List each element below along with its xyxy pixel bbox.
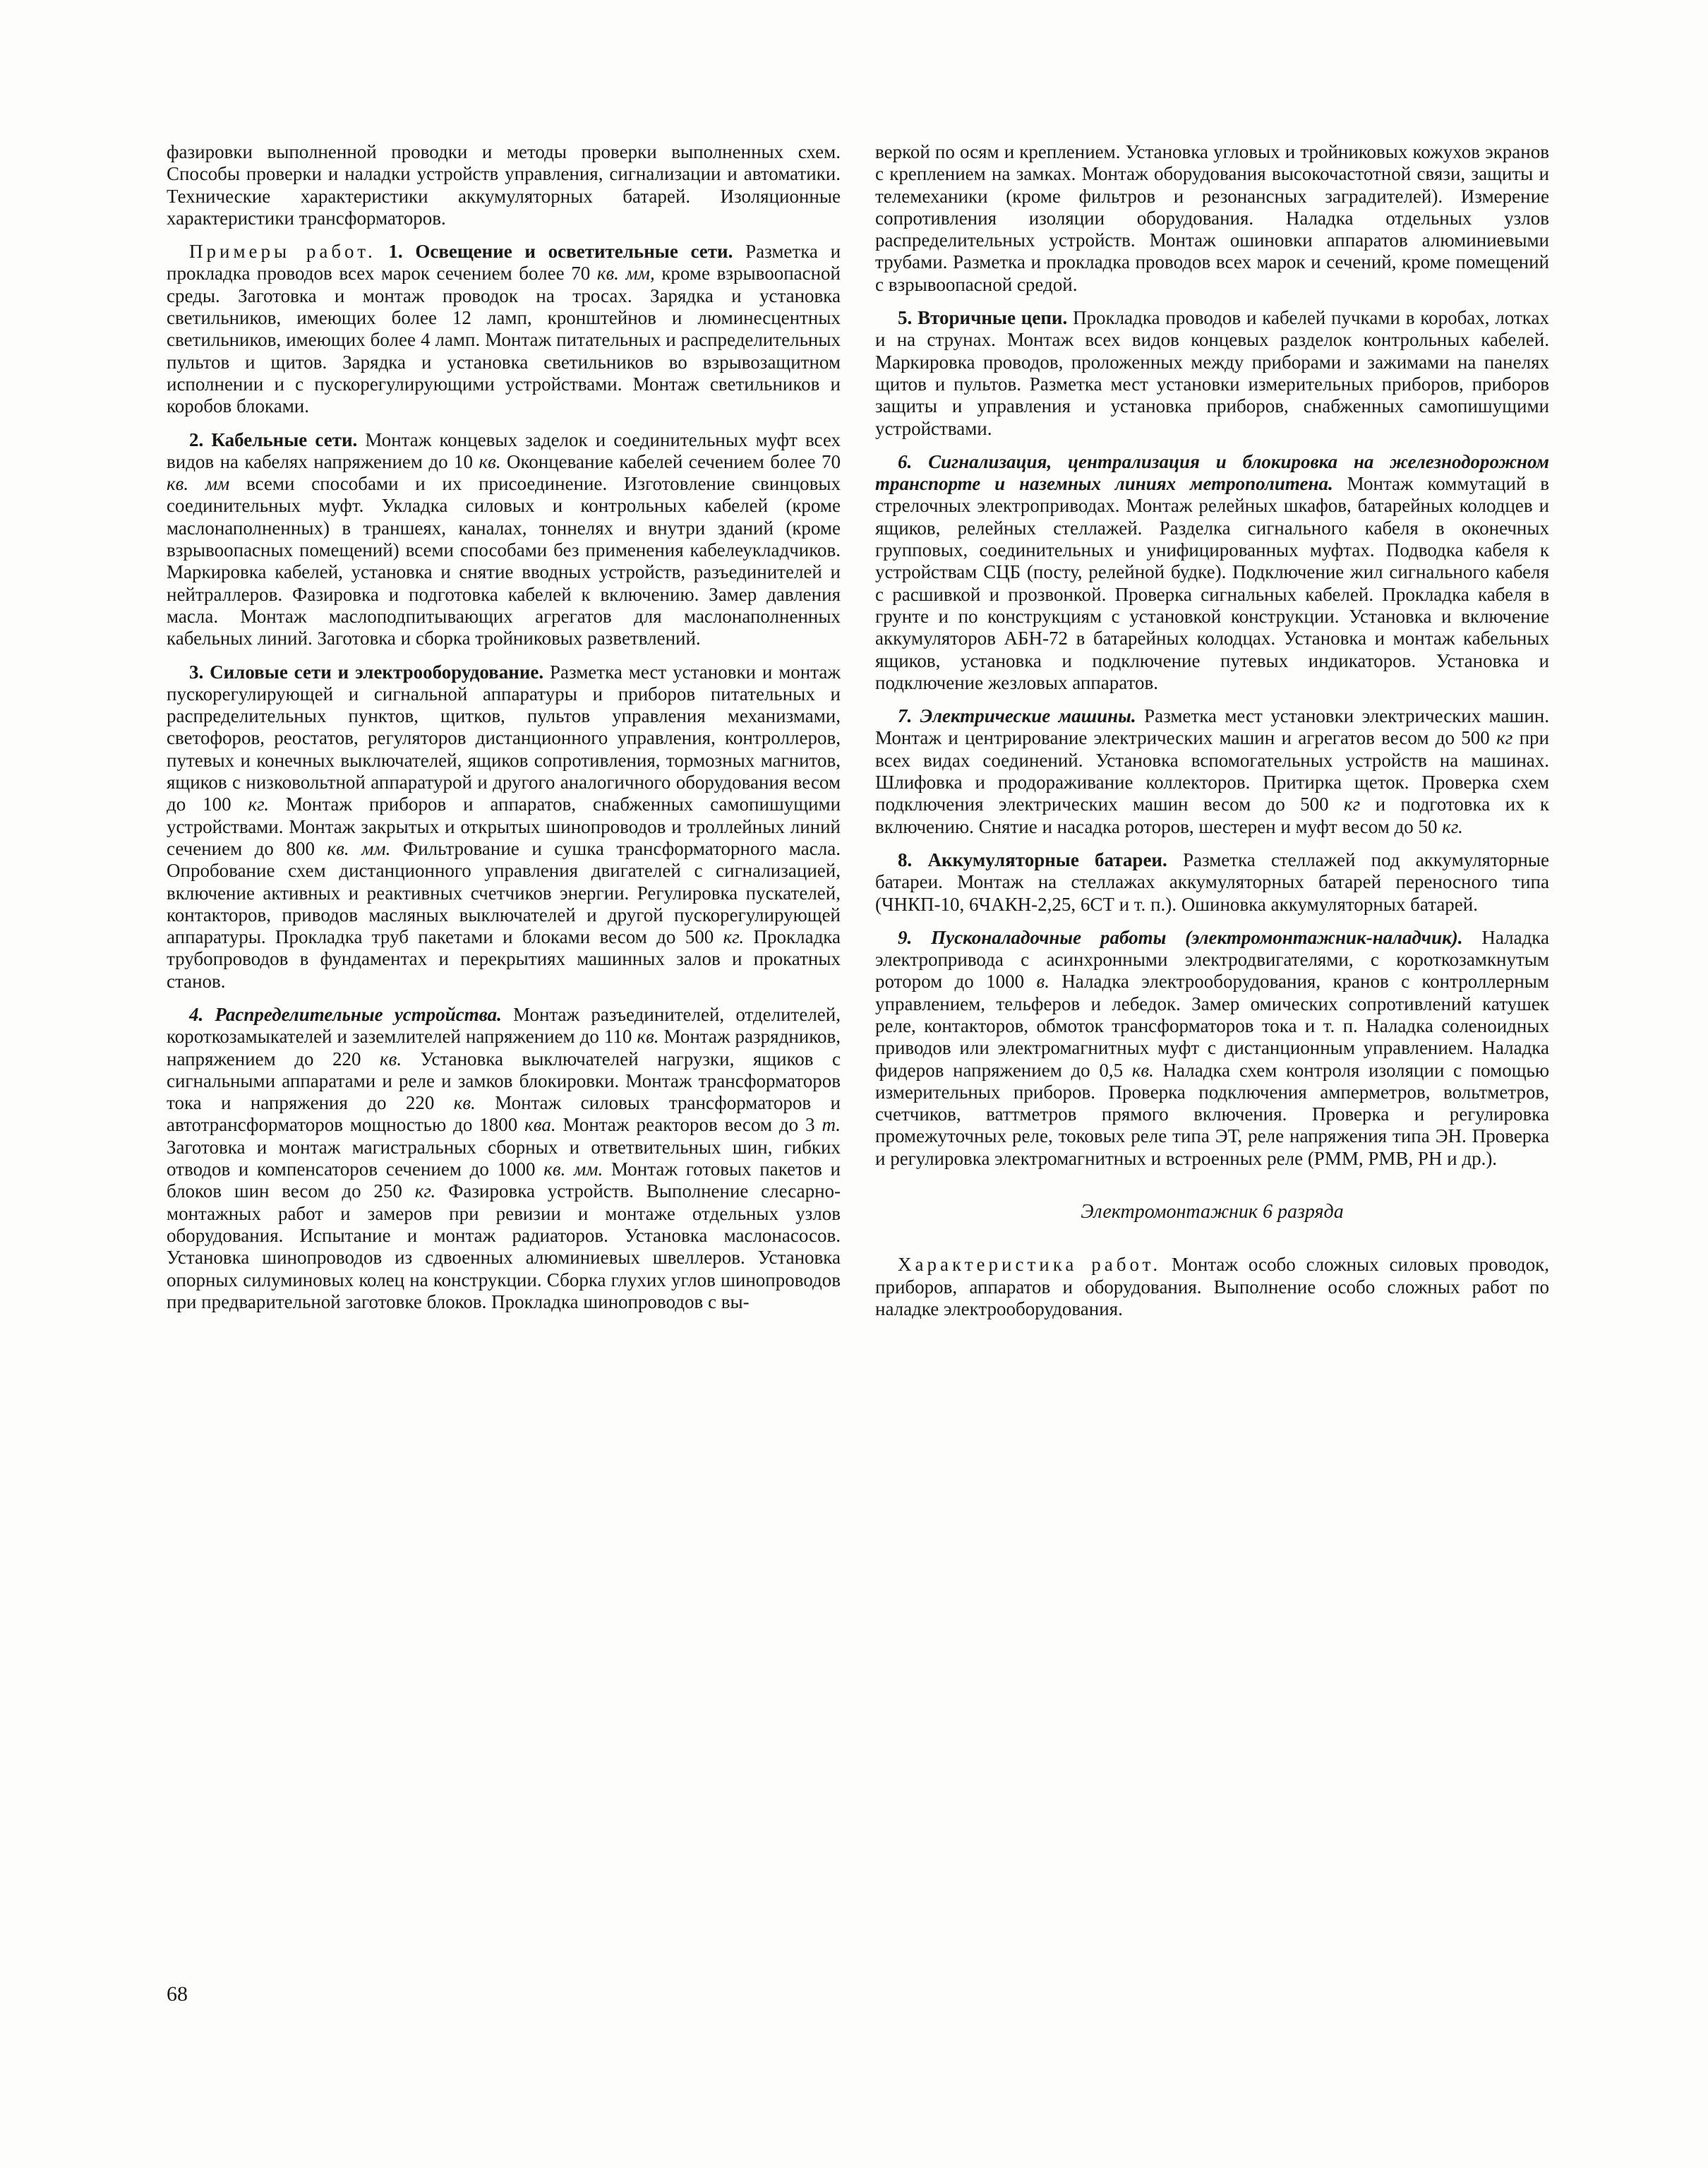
paragraph-text: Монтаж разрядников, напряжением до 220 (167, 1026, 841, 1070)
unit-text: кг. (723, 926, 745, 948)
unit-text: кв. (453, 1092, 476, 1114)
unit-text: кг (1344, 793, 1361, 815)
unit-text: кв. (479, 450, 501, 472)
paragraph-text: Разметка и прокладка проводов всех марок сечением более 70 (167, 241, 841, 285)
paragraph-text: Разметка стеллажей под аккумуляторные батареи. Монтаж на стеллажах аккумуляторных батарей переносного типа (ЧНКП-10, 6ЧАКН-2,25, 6СТ и т. п.). Ошиновка аккумуляторных батарей. (875, 849, 1549, 915)
unit-text: кв. мм. (543, 1158, 603, 1180)
unit-text: кв. (637, 1026, 659, 1048)
paragraph-text: Монтаж готовых пакетов и блоков шин весом до 250 (167, 1158, 841, 1202)
section-heading: 4. Распределительные устройства. (189, 1003, 502, 1025)
section-heading: 6. Сигнализация, централизация и блокировка на железнодорожном транспорте и наземных линиях метрополитена. (875, 450, 1549, 495)
unit-text: кв. мм, (596, 263, 655, 285)
unit-text: кв. (380, 1048, 402, 1070)
paragraph-text: Монтаж концевых заделок и соединительных муфт всех видов на кабелях напряжением до 10 (167, 429, 841, 472)
unit-text: кв. мм (167, 473, 230, 495)
unit-text: кг. (414, 1180, 436, 1202)
section-heading: 5. Вторичные цепи. (898, 307, 1068, 329)
paragraph-text: Наладка электропривода с асинхронными электродвигателями, с короткозамкнутым ротором до 1000 (875, 926, 1549, 993)
paragraph-text: Монтаж силовых трансформаторов и автотрансформаторов мощностью до 1800 (167, 1092, 841, 1136)
paragraph-text: кроме взрывоопасной среды. Заготовка и монтаж проводок на тросах. Зарядка и установка светильников, имеющих более 12 ламп, кронштейнов и люминесцентных светильников, имеющих более 4 ламп. Монтаж питательных и распределительных пультов и щитов. Зарядка и установка светильников во взрывозащитном исполнении и с пускорегулирующими устройствами. Монтаж светильников и коробов блоками. (167, 263, 841, 417)
left-column (167, 141, 841, 1324)
unit-text: кв. мм. (327, 837, 391, 859)
paragraph-distribution-devices (167, 1004, 841, 1313)
paragraph-text: при всех видах соединений. Установка вспомогательных устройств на машинах. Шлифовка и продораживание коллекторов. Притирка щеток. Проверка схем подключения электрических машин весом до 500 (875, 727, 1550, 815)
paragraph-text: Оконцевание кабелей сечением более 70 (507, 450, 841, 472)
paragraph-signaling (875, 451, 1549, 694)
paragraph-continuation (167, 141, 841, 229)
paragraph-text: Монтаж особо сложных силовых проводок, приборов, аппаратов и оборудования. Выполнение особо сложных работ по наладке электрооборудования. (875, 1254, 1549, 1319)
paragraph-text: Монтаж приборов и аппаратов, снабженных самопишущими устройствами. Монтаж закрытых и открытых шинопроводов и троллейных линий сечением до 800 (167, 793, 841, 859)
paragraph-text: веркой по осям и креплением. Установка угловых и тройниковых кожухов экранов с креплением на замках. Монтаж оборудования высокочастотной связи, защиты и телемеханики (кроме фильтров и резонансных заградителей). Измерение сопротивления изоляции оборудования. Наладка отдельных узлов распределительных устройств. Монтаж ошиновки аппаратов алюминиевыми трубами. Разметка и прокладка проводов всех марок и сечений, кроме помещений с взрывоопасной средой. (875, 141, 1549, 295)
section-heading: 7. Электрические машины. (898, 705, 1136, 727)
section-heading: 3. Силовые сети и электрооборудование. (189, 661, 544, 683)
paragraph-continuation (875, 141, 1549, 296)
paragraph-text: Фазировка устройств. Выполнение слесарно-монтажных работ и замеров при ревизии и монтаже отдельных узлов оборудования. Испытание и монтаж радиаторов. Установка маслонасосов. Установка шинопроводов из сдвоенных алюминиевых швеллеров. Установка опорных силуминовых колец на конструкции. Сборка глухих углов шинопроводов при предварительной заготовке блоков. Прокладка шинопроводов с вы- (167, 1180, 841, 1312)
paragraph-lighting (167, 241, 841, 417)
section-heading: 2. Кабельные сети. (189, 429, 358, 450)
paragraph-text: Установка выключателей нагрузки, ящиков с сигнальными аппаратами и реле и замков блокировки. Монтаж трансформаторов тока и напряжения до 220 (167, 1048, 841, 1114)
paragraph-text: Фильтрование и сушка трансформаторного масла. Опробование схем дистанционного управления двигателей с сигнализацией, включение активных и реактивных счетчиков энергии. Регулировка пускателей, контакторов, приводов масляных выключателей и другой пускорегулирующей аппаратуры. Прокладка труб пакетами и блоками весом до 500 (167, 837, 841, 948)
paragraph-text: Заготовка и монтаж магистральных сборных и ответвительных шин, гибких отводов и компенсаторов сечением до 1000 (167, 1136, 841, 1180)
paragraph-text: Прокладка трубопроводов в фундаментах и перекрытиях машинных залов и прокатных станов. (167, 926, 841, 992)
unit-text: т. (822, 1114, 841, 1136)
paragraph-batteries (875, 849, 1549, 916)
paragraph-electric-machines (875, 705, 1549, 838)
unit-text: кг. (1442, 815, 1463, 837)
paragraph-text: Монтаж реакторов весом до 3 (563, 1114, 815, 1136)
section-heading: 8. Аккумуляторные батареи. (898, 849, 1167, 870)
unit-text: кг. (248, 793, 270, 815)
section-heading: 9. Пусконаладочные работы (электромонтажник-наладчик). (898, 926, 1463, 948)
paragraph-text: фазировки выполненной проводки и методы проверки выполненных схем. Способы проверки и наладки устройств управления, сигнализации и автоматики. Технические характеристики аккумуляторных батарей. Изоляционные характеристики трансформаторов. (167, 141, 841, 229)
paragraph-characteristics (875, 1254, 1549, 1320)
page-number: 68 (167, 1982, 188, 2006)
section-heading: 1. Освещение и осветительные сети. (388, 241, 733, 263)
paragraph-text: Наладка электрооборудования, кранов с контроллерным управлением, тельферов и лебедок. Замер омических сопротивлений катушек реле, контакторов, обмоток трансформаторов тока и т. п. Наладка соленоидных приводов или электромагнитных муфт с дистанционным управлением. Наладка фидеров напряжением до 0,5 (875, 971, 1550, 1081)
paragraph-text: Разметка мест установки электрических машин. Монтаж и центрирование электрических машин и агрегатов весом до 500 (875, 705, 1549, 749)
section-title: Электромонтажник 6 разряда (1081, 1201, 1344, 1223)
examples-label: Примеры работ. (189, 241, 376, 263)
paragraph-commissioning (875, 927, 1549, 1170)
unit-text: кв. (1131, 1059, 1154, 1081)
unit-text: ква. (524, 1114, 556, 1136)
paragraph-text: Монтаж коммутаций в стрелочных электроприводах. Монтаж релейных шкафов, батарейных колодцев и ящиков, релейных стеллажей. Разделка сигнального кабеля в оконечных групповых, соединительных и унифицированных муфтах. Подводка кабеля к устройствам СЦБ (посту, релейной будке). Подключение жил сигнального кабеля с расшивкой и прозвонкой. Проверка сигнальных кабелей. Прокладка кабеля в грунте и по конструкциям с установкой конструкции. Установка и включение аккумуляторов АБН-72 в батарейных колодцах. Установка и монтаж кабельных ящиков, установка и подключение путевых индикаторов. Установка и подключение жезловых аппаратов. (875, 473, 1549, 693)
characteristics-label: Характеристика работ. (898, 1254, 1162, 1276)
paragraph-text: и подготовка их к включению. Снятие и насадка роторов, шестерен и муфт весом до 50 (875, 793, 1550, 837)
right-column (875, 141, 1549, 1331)
paragraph-text: Монтаж разъединителей, отделителей, короткозамыкателей и заземлителей напряжением до 110 (167, 1003, 841, 1048)
paragraph-text: Прокладка проводов и кабелей пучками в коробах, лотках и на струнах. Монтаж всех видов концевых разделок контрольных кабелей. Маркировка проводов, проложенных между приборами и зажимами на панелях щитов и пультов. Разметка мест установки измерительных приборов, приборов защиты и управления и установка приборов, снабженных самопишущими устройствами. (875, 307, 1549, 439)
paragraph-text: всеми способами и их присоединение. Изготовление свинцовых соединительных муфт. Укладка силовых и контрольных кабелей (кроме маслонаполненных) в траншеях, каналах, тоннелях и внутри зданий (кроме взрывоопасных помещений) всеми способами без применения кабелеукладчиков. Маркировка кабелей, установка и снятие вводных устройств, разъединителей и нейтраллеров. Фазировка и подготовка кабелей к включению. Замер давления масла. Монтаж маслоподпитывающих агрегатов для маслонаполненных кабельных линий. Заготовка и сборка тройниковых разветвлений. (167, 473, 841, 649)
paragraph-text: Разметка мест установки и монтаж пускорегулирующей и сигнальной аппаратуры и приборов питательных и распределительных пунктов, щитков, пультов управления механизмами, светофоров, реостатов, регуляторов дистанционного управления, контроллеров, путевых и конечных выключателей, ящиков сопротивления, тормозных магнитов, ящиков с низковольтной аппаратурой и другого аналогичного оборудования весом до 100 (167, 661, 841, 815)
paragraph-cable-networks (167, 429, 841, 650)
paragraph-text: Наладка схем контроля изоляции с помощью измерительных приборов. Проверка подключения амперметров, вольтметров, счетчиков, ваттметров прямого включения. Проверка и регулировка промежуточных реле, токовых реле типа ЭТ, реле напряжения типа ЭН. Проверка и регулировка электромагнитных и встроенных реле (РММ, РМВ, РН и др.). (875, 1059, 1550, 1169)
unit-text: в. (1036, 971, 1050, 993)
unit-text: кг (1496, 727, 1513, 749)
paragraph-secondary-circuits (875, 307, 1549, 440)
paragraph-power-networks (167, 661, 841, 993)
